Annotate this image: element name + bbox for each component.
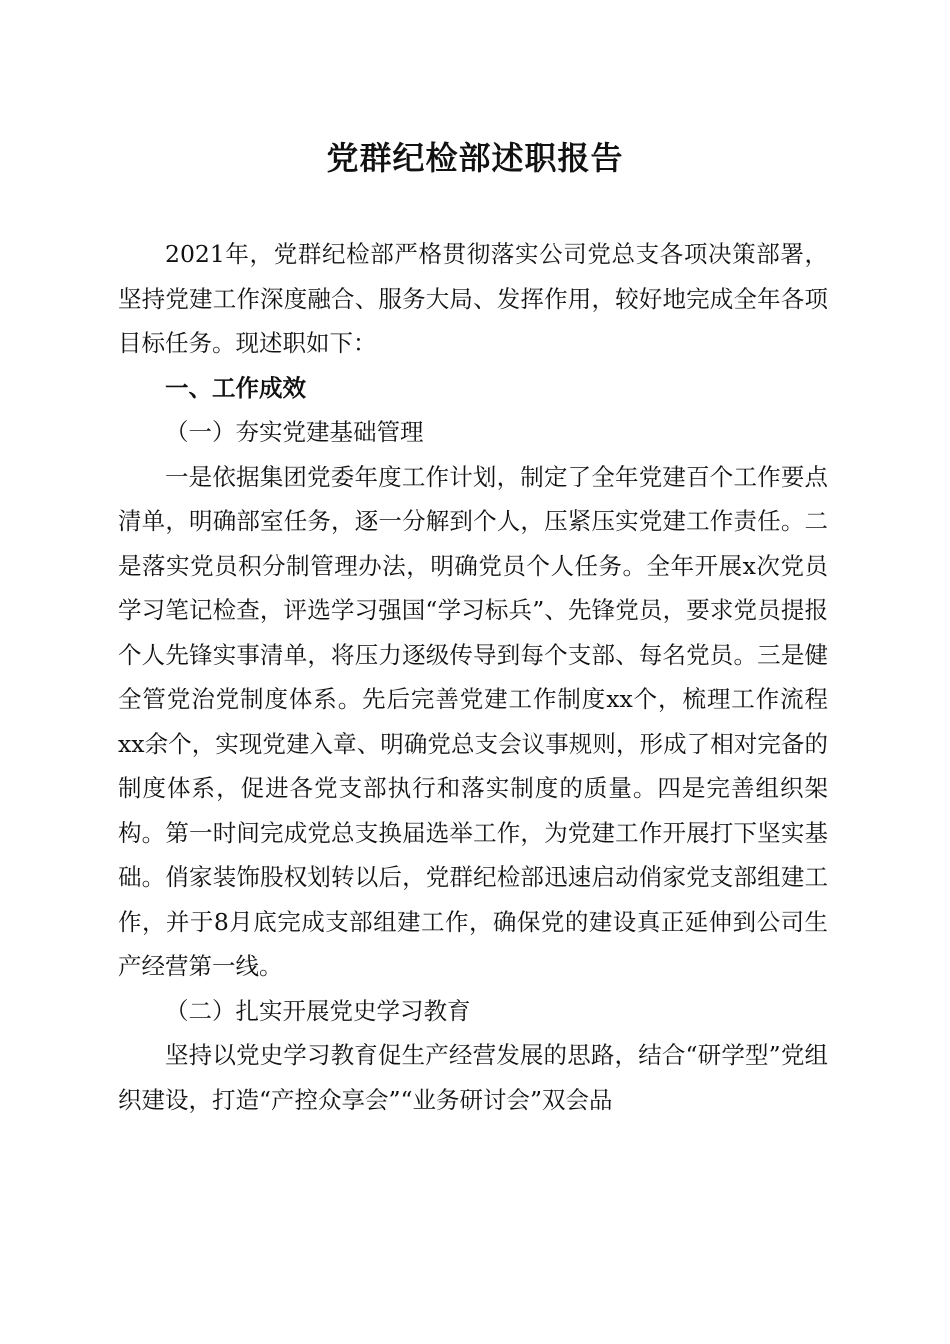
subsection-heading-party-history: （二）扎实开展党史学习教育 bbox=[165, 996, 471, 1025]
intro-paragraph: 2021年，党群纪检部严格贯彻落实公司党总支各项决策部署，坚持党建工作深度融合、服务大局、发挥作用，较好地完成全年各项目标任务。现述职如下： bbox=[118, 240, 828, 357]
subsection-paragraph-party-foundation: 一是依据集团党委年度工作计划，制定了全年党建百个工作要点清单，明确部室任务，逐一分解到个人，压紧压实党建工作责任。二是落实党员积分制管理办法，明确党员个人任务。全年开展x次党员学习笔记检查，评选学习强国“学习标兵”、先锋党员，要求党员提报个人先锋实事清单，将压力逐级传导到每个支部、每名党员。三是健全管党治党制度体系。先后完善党建工作制度xx个，梳理工作流程xx余个，实现党建入章、明确党总支会议事规则，形成了相对完备的制度体系，促进各党支部执行和落实制度的质量。四是完善组织架构。第一时间完成党总支换届选举工作，为党建工作开展打下坚实基础。俏家装饰股权划转以后，党群纪检部迅速启动俏家党支部组建工作，并于8月底完成支部组建工作，确保党的建设真正延伸到公司生产经营第一线。 bbox=[118, 462, 828, 980]
document-title: 党群纪检部述职报告 bbox=[326, 139, 624, 177]
subsection-heading-party-foundation: （一）夯实党建基础管理 bbox=[165, 418, 424, 446]
document-body bbox=[118, 232, 828, 1122]
subsection-paragraph-party-history: 坚持以党史学习教育促生产经营发展的思路，结合“研学型”党组织建设，打造“产控众享会”“业务研讨会”双会品 bbox=[118, 1041, 828, 1114]
section-heading-work-results: 一、工作成效 bbox=[165, 373, 306, 402]
